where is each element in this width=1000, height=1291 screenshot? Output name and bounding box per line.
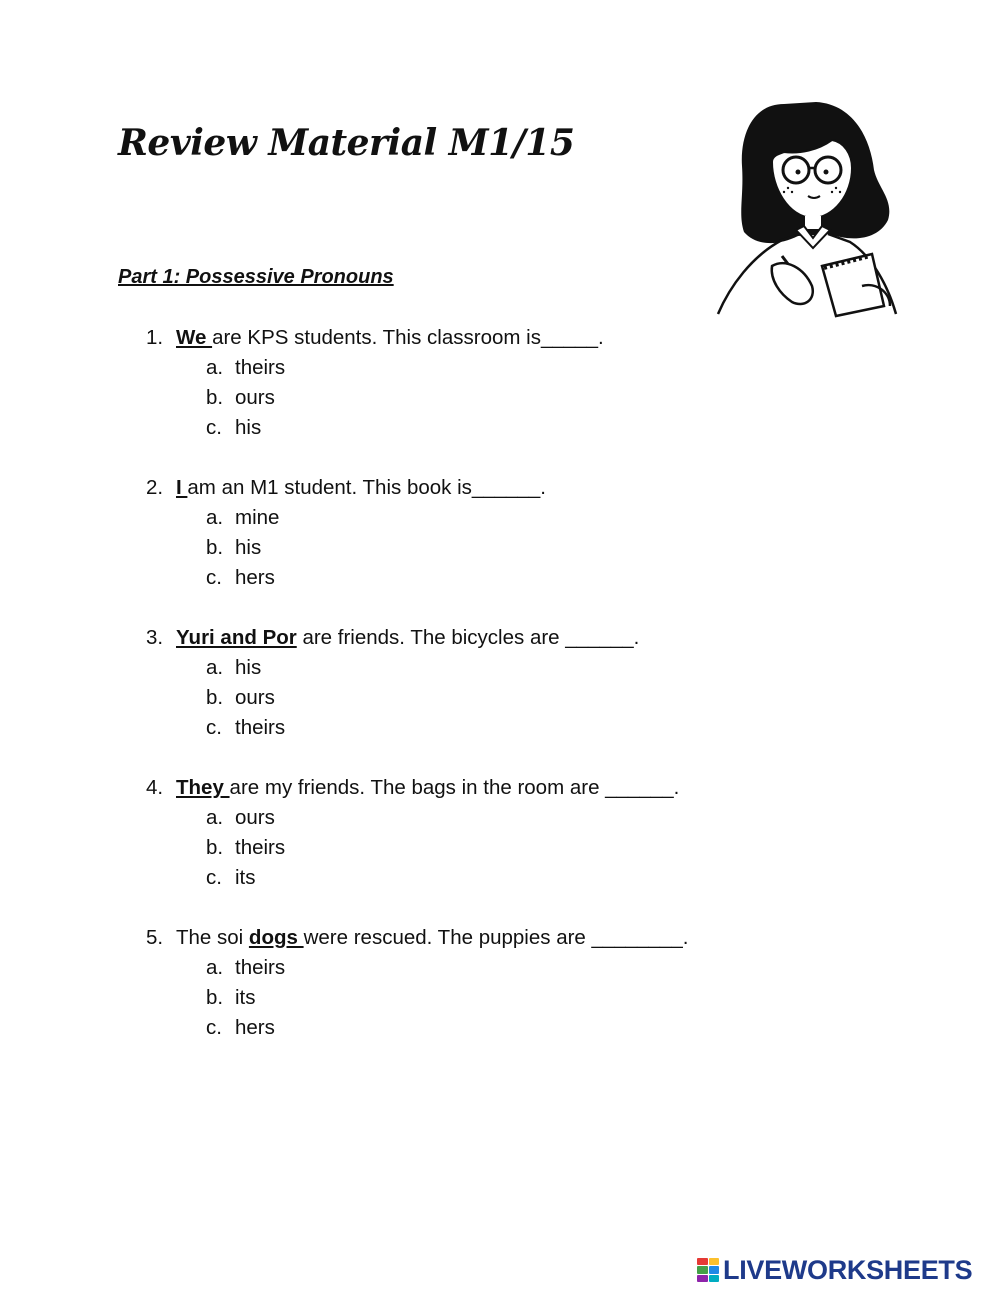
section-heading: Part 1: Possessive Pronouns — [118, 266, 394, 288]
option-letter: a. — [206, 356, 224, 379]
option-letter: a. — [206, 956, 224, 979]
brand-name: LIVEWORKSHEETS — [723, 1254, 973, 1285]
option-letter: c. — [206, 866, 222, 889]
question-text — [146, 323, 846, 353]
key-word: I — [176, 476, 188, 499]
question-3 — [146, 623, 846, 743]
option-letter: a. — [206, 806, 224, 829]
question-number: 4. — [146, 776, 164, 799]
option-text: ours — [235, 806, 275, 829]
option-text: hers — [235, 566, 275, 589]
option-item[interactable] — [146, 413, 846, 443]
question-number: 5. — [146, 926, 164, 949]
option-letter: c. — [206, 1016, 222, 1039]
brand-footer[interactable] — [697, 1255, 972, 1285]
question-body: were rescued. The puppies are ________. — [303, 926, 689, 949]
question-number: 3. — [146, 626, 164, 649]
option-text: theirs — [235, 836, 286, 859]
key-word: They — [176, 776, 230, 799]
option-letter: a. — [206, 656, 224, 679]
option-item[interactable] — [146, 1013, 846, 1043]
option-item[interactable] — [146, 713, 846, 743]
question-2 — [146, 473, 846, 593]
option-text: ours — [235, 686, 275, 709]
option-letter: b. — [206, 686, 224, 709]
question-5 — [146, 923, 846, 1043]
option-text: his — [235, 416, 262, 439]
option-letter: c. — [206, 566, 222, 589]
option-text: mine — [235, 506, 280, 529]
key-word: Yuri and Por — [176, 626, 297, 649]
option-list — [146, 653, 846, 743]
option-letter: b. — [206, 386, 224, 409]
option-item[interactable] — [146, 683, 846, 713]
key-word: We — [176, 326, 213, 349]
liveworksheets-logo-icon — [697, 1258, 719, 1282]
option-letter: b. — [206, 836, 224, 859]
option-item[interactable] — [146, 803, 846, 833]
logo-tile — [709, 1275, 720, 1282]
question-number: 1. — [146, 326, 164, 349]
logo-tile — [697, 1275, 708, 1282]
question-text — [146, 923, 846, 953]
question-body: are my friends. The bags in the room are ______. — [229, 776, 680, 799]
logo-tile — [697, 1266, 708, 1273]
option-item[interactable] — [146, 563, 846, 593]
logo-tile — [697, 1258, 708, 1265]
question-number: 2. — [146, 476, 164, 499]
option-list — [146, 953, 846, 1043]
option-item[interactable] — [146, 503, 846, 533]
question-text — [146, 773, 846, 803]
option-list — [146, 503, 846, 593]
option-list — [146, 803, 846, 893]
option-text: its — [235, 866, 256, 889]
question-body: are friends. The bicycles are ______. — [296, 626, 640, 649]
girl-with-notepad-illustration — [712, 96, 902, 318]
option-item[interactable] — [146, 953, 846, 983]
question-4 — [146, 773, 846, 893]
key-word: dogs — [248, 926, 304, 949]
question-text — [146, 623, 846, 653]
option-letter: b. — [206, 986, 224, 1009]
option-letter: c. — [206, 716, 222, 739]
logo-tile — [709, 1266, 720, 1273]
question-prefix: The soi — [176, 926, 249, 949]
option-text: theirs — [235, 956, 286, 979]
option-letter: c. — [206, 416, 222, 439]
option-text: ours — [235, 386, 275, 409]
option-item[interactable] — [146, 653, 846, 683]
question-body: am an M1 student. This book is______. — [187, 476, 546, 499]
option-text: his — [235, 536, 262, 559]
page-title: Review Material M1/15 — [118, 122, 575, 164]
option-item[interactable] — [146, 353, 846, 383]
option-text: theirs — [235, 716, 286, 739]
option-text: theirs — [235, 356, 286, 379]
option-letter: b. — [206, 536, 224, 559]
option-list — [146, 353, 846, 443]
option-item[interactable] — [146, 533, 846, 563]
option-letter: a. — [206, 506, 224, 529]
question-list — [146, 323, 846, 1073]
question-1 — [146, 323, 846, 443]
option-text: hers — [235, 1016, 275, 1039]
option-item[interactable] — [146, 983, 846, 1013]
question-text — [146, 473, 846, 503]
logo-tile — [709, 1258, 720, 1265]
question-body: are KPS students. This classroom is_____. — [212, 326, 604, 349]
option-item[interactable] — [146, 863, 846, 893]
option-item[interactable] — [146, 833, 846, 863]
option-item[interactable] — [146, 383, 846, 413]
option-text: its — [235, 986, 256, 1009]
option-text: his — [235, 656, 262, 679]
